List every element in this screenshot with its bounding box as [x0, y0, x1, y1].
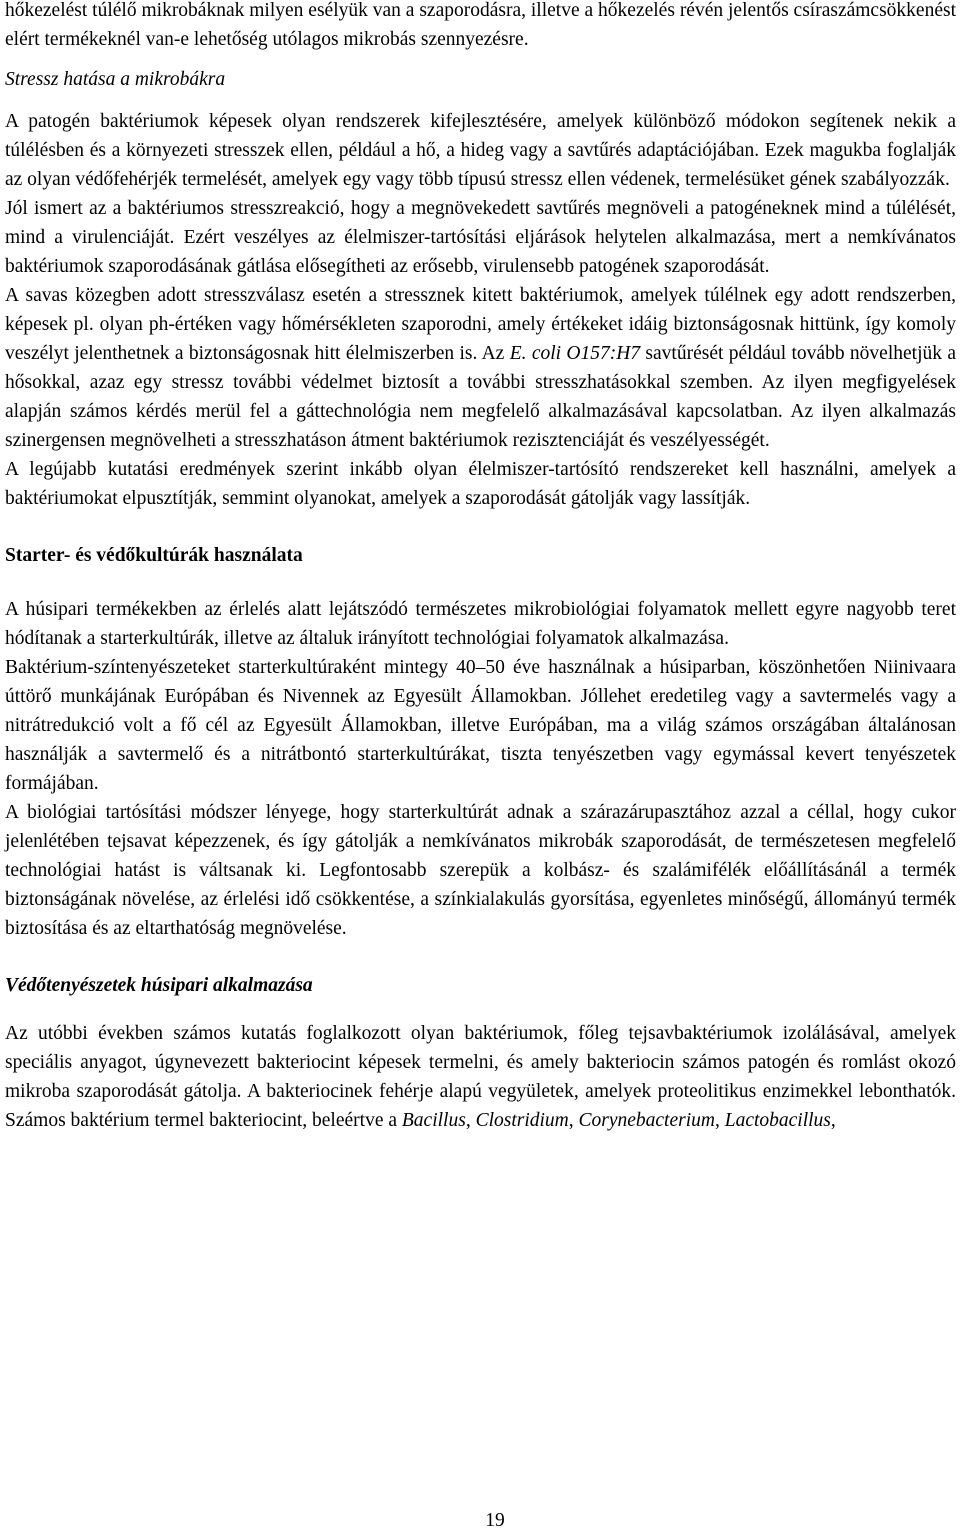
section-heading-protective: Védőtenyészetek húsipari alkalmazása	[5, 975, 313, 996]
separator: ,	[465, 1110, 476, 1131]
separator: ,	[830, 1110, 836, 1131]
genus-name: Bacillus	[401, 1110, 466, 1131]
paragraph-starter-1: A húsipari termékekben az érlelés alatt lejátszódó természetes mikrobiológiai folyamatok mellett egyre nagyobb teret hódítanak a starterkultúrák, illetve az általuk irányított technológiai folyamatok alkalmazása.	[5, 599, 956, 649]
paragraph-starter-3: A biológiai tartósítási módszer lényege, hogy starterkultúrát adnak a szárazárupasztához azzal a céllal, hogy cukor jelenlétében tejsavat képezzenek, és így gátolják a nemkívánatos mikrobák szaporodását, de természetesen megfelelő technológiai hatást is váltsanak ki. Legfontosabb szerepük a kolbász- és szalámifélék előállításánál a termék biztonságának növelése, az érlelési idő csökkentése, a színkialakulás gyorsítása, egyenletes minőségű, állományú termék biztosítása és az eltarthatóság megnövelése.	[5, 802, 956, 939]
organism-name: E. coli O157:H7	[509, 343, 641, 364]
paragraph-stress-4: A legújabb kutatási eredmények szerint inkább olyan élelmiszer-tartósító rendszereket kell használni, amelyek a baktériumokat elpusztítják, semmint olyanokat, amelyek a szaporodását gátolják vagy lassítják.	[5, 459, 956, 509]
separator: ,	[714, 1110, 725, 1131]
text-run: savtűrését például tovább növelhetjük a hősokkal, azaz egy stressz további védelmet biztosít a további stresszhatásokkal szemben. Az ilyen megfigyelések alapján számos kérdés merül fel a gáttechnológia nem megfelelő alkalmazásával kapcsolatban. Az ilyen alkalmazás szinergensen megnövelheti a stresszhatáson átment baktériumok rezisztenciáját és veszélyességét.	[5, 343, 956, 451]
text-run: A savas közegben adott stresszválasz esetén a stressznek kitett baktériumok, amelyek túlélnek egy adott rendszerben, képesek pl. olyan ph-értéken vagy hőmérsékleten szaporodni, amely értékeket idáig biztonságosnak hittünk, így komoly veszélyt jelenthetnek a biztonságosnak hitt élelmiszerben is. Az	[5, 285, 956, 364]
paragraph-starter-2: Baktérium-színtenyészeteket starterkultúraként mintegy 40–50 éve használnak a húsiparban, köszönhetően Niinivaara úttörő munkájának Európában és Nivennek az Egyesült Államokban. Jóllehet eredetileg vagy a savtermelés vagy a nitrátredukció volt a fő cél az Egyesült Államokban, illetve Európában, ma a világ számos országában általánosan használják a savtermelő és a nitrátbontó starterkultúrákat, tiszta tenyészetben vagy egymással kevert tenyészetek formájában.	[5, 657, 956, 794]
separator: ,	[568, 1110, 579, 1131]
paragraph-protective-1	[5, 1019, 956, 1135]
section-heading-stress: Stressz hatása a mikrobákra	[5, 69, 226, 90]
paragraph-stress-2: Jól ismert az a baktériumos stresszreakció, hogy a megnövekedett savtűrés megnöveli a patogéneknek mind a túlélését, mind a virulenciáját. Ezért veszélyes az élelmiszer-tartósítási eljárások helytelen alkalmazása, mert a nemkívánatos baktériumok szaporodásának gátlása elősegítheti az erősebb, virulensebb patogének szaporodását.	[5, 198, 956, 277]
text-run: Az utóbbi években számos kutatás foglalkozott olyan baktériumok, főleg tejsavbaktériumok izolálásával, amelyek speciális anyagot, úgynevezett bakteriocint képesek termelni, és amely bakteriocin számos patogén és romlást okozó mikroba szaporodását gátolja. A bakteriocinek fehérje alapú vegyületek, amelyek proteolitikus enzimekkel lebonthatók. Számos baktérium termel bakteriocint, beleértve a	[5, 1023, 956, 1131]
genus-name: Corynebacterium	[578, 1110, 715, 1131]
document-page	[5, 0, 956, 1135]
paragraph-intro: hőkezelést túlélő mikrobáknak milyen esélyük van a szaporodásra, illetve a hőkezelés révén jelentős csíraszámcsökkenést elért termékeknél van-e lehetőség utólagos mikrobás szennyezésre.	[5, 0, 956, 50]
page-number: 19	[485, 1510, 505, 1531]
genus-name: Clostridium	[475, 1110, 569, 1131]
paragraph-stress-1: A patogén baktériumok képesek olyan rendszerek kifejlesztésére, amelyek különböző módokon segítenek nekik a túlélésben és a környezeti stresszek ellen, például a hő, a hideg vagy a savtűrés adaptációjában. Ezek magukba foglalják az olyan védőfehérjék termelését, amelyek egy vagy több típusú stressz ellen védenek, termelésüket gének szabályozzák.	[5, 111, 956, 190]
paragraph-stress-3	[5, 281, 956, 455]
section-heading-starter: Starter- és védőkultúrák használata	[5, 545, 303, 566]
genus-name: Lactobacillus	[724, 1110, 831, 1131]
